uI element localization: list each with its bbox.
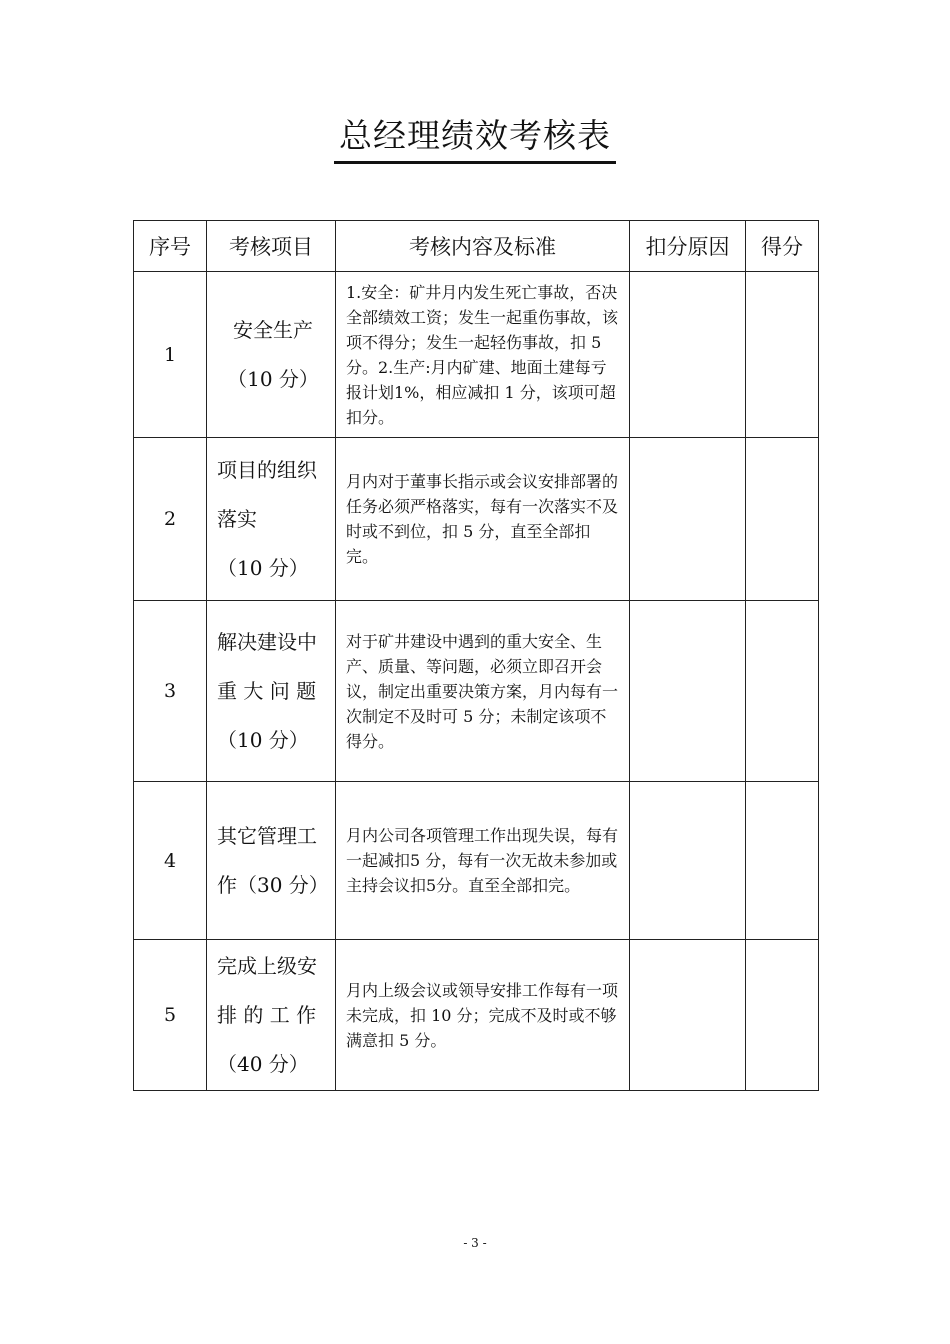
row-content: 对于矿井建设中遇到的重大安全、生产、质量、等问题，必须立即召开会议，制定出重要决策方案，月内每有一次制定不及时可 5 分；未制定该项不得分。: [336, 601, 630, 782]
row-seq: 3: [134, 601, 207, 782]
score-cell[interactable]: [746, 940, 819, 1091]
item-line: 作（30 分）: [217, 872, 329, 897]
item-line: 排 的 工 作: [217, 1002, 317, 1027]
item-line: （10 分）: [217, 555, 309, 580]
row-seq: 2: [134, 438, 207, 601]
row-seq: 4: [134, 782, 207, 940]
item-line: （10 分）: [217, 727, 309, 752]
deduction-reason-cell[interactable]: [630, 782, 746, 940]
table-header-row: [134, 221, 819, 272]
item-line: 完成上级安: [217, 953, 317, 978]
row-seq: 5: [134, 940, 207, 1091]
item-line: 落实: [217, 506, 257, 531]
score-cell[interactable]: [746, 438, 819, 601]
table-row: [134, 272, 819, 438]
item-line: （40 分）: [217, 1051, 309, 1076]
header-reason: 扣分原因: [630, 221, 746, 272]
deduction-reason-cell[interactable]: [630, 940, 746, 1091]
row-content: 月内公司各项管理工作出现失误，每有一起减扣5 分，每有一次无故未参加或主持会议扣5分。直至全部扣完。: [336, 782, 630, 940]
header-item: 考核项目: [207, 221, 336, 272]
deduction-reason-cell[interactable]: [630, 272, 746, 438]
score-cell[interactable]: [746, 272, 819, 438]
row-item: [207, 438, 336, 601]
table-row: [134, 438, 819, 601]
row-item: [207, 782, 336, 940]
item-line: 安全生产: [233, 317, 313, 342]
deduction-reason-cell[interactable]: [630, 438, 746, 601]
row-content: 月内对于董事长指示或会议安排部署的任务必须严格落实，每有一次落实不及时或不到位，扣 5 分，直至全部扣完。: [336, 438, 630, 601]
row-item: [207, 272, 336, 438]
row-content: 月内上级会议或领导安排工作每有一项未完成，扣 10 分；完成不及时或不够满意扣 5 分。: [336, 940, 630, 1091]
row-seq: 1: [134, 272, 207, 438]
item-line: 解决建设中: [217, 629, 317, 654]
page-title: 总经理绩效考核表: [339, 116, 611, 155]
table-row: [134, 940, 819, 1091]
title-underline: [334, 161, 616, 164]
table-row: [134, 601, 819, 782]
page-number: - 3 -: [463, 1236, 487, 1250]
score-cell[interactable]: [746, 601, 819, 782]
item-line: （10 分）: [227, 366, 319, 391]
item-line: 其它管理工: [217, 823, 317, 848]
item-line: 重 大 问 题: [217, 678, 317, 703]
row-content: 1.安全：矿井月内发生死亡事故，否决全部绩效工资；发生一起重伤事故，该项不得分；发生一起轻伤事故，扣 5 分。2.生产:月内矿建、地面土建每亏报计划1%，相应减扣 1 分，该项可超扣分。: [336, 272, 630, 438]
row-item: [207, 940, 336, 1091]
header-content: 考核内容及标准: [336, 221, 630, 272]
row-item: [207, 601, 336, 782]
score-cell[interactable]: [746, 782, 819, 940]
evaluation-table: [133, 220, 819, 1091]
table-row: [134, 782, 819, 940]
deduction-reason-cell[interactable]: [630, 601, 746, 782]
header-score: 得分: [746, 221, 819, 272]
item-line: 项目的组织: [217, 457, 317, 482]
header-seq: 序号: [134, 221, 207, 272]
